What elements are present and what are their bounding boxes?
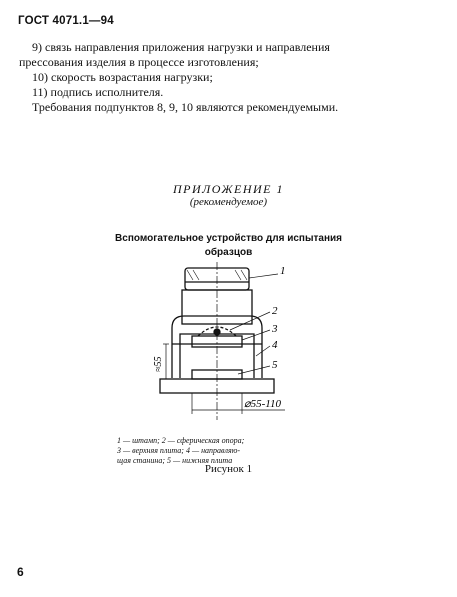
device-outline [160,262,285,420]
height-dimension: ≈55 [153,356,164,372]
legend-line-1: 1 — штамп; 2 — сферическая опора; [117,436,245,445]
callout-5: 5 [272,359,278,371]
legend-line-2: 3 — верхняя плита; 4 — направляю- [117,446,241,455]
item-9-line-2: прессования изделия в процессе изготовления; [19,55,259,69]
item-10: 10) скорость возрастания нагрузки; [32,70,213,84]
test-device-drawing [130,260,300,430]
callout-2: 2 [272,305,278,317]
figure-title-line-2: образцов [204,247,253,258]
callout-4: 4 [272,339,278,351]
figure-legend [117,436,337,466]
appendix-subtitle: (рекомендуемое) [189,196,268,208]
item-11: 11) подпись исполнителя. [32,85,164,99]
legend-line-3: щая станина; 5 — нижняя плита [117,456,233,465]
standard-header: ГОСТ 4071.1—94 [18,15,114,27]
figure-caption: Рисунок 1 [204,463,253,475]
figure-title-line-1: Вспомогательное устройство для испытания [115,233,342,244]
appendix-title: ПРИЛОЖЕНИЕ 1 [173,182,284,196]
body-text [19,40,412,115]
callout-3: 3 [272,323,278,335]
item-9-line-1: 9) связь направления приложения нагрузки и направления [32,40,330,54]
recommendation-note: Требования подпунктов 8, 9, 10 являются рекомендуемыми. [32,100,339,114]
callout-1: 1 [280,265,286,277]
diameter-dimension: ⌀55-110 [244,398,281,410]
figure-title [0,232,457,260]
page-number: 6 [17,565,24,579]
